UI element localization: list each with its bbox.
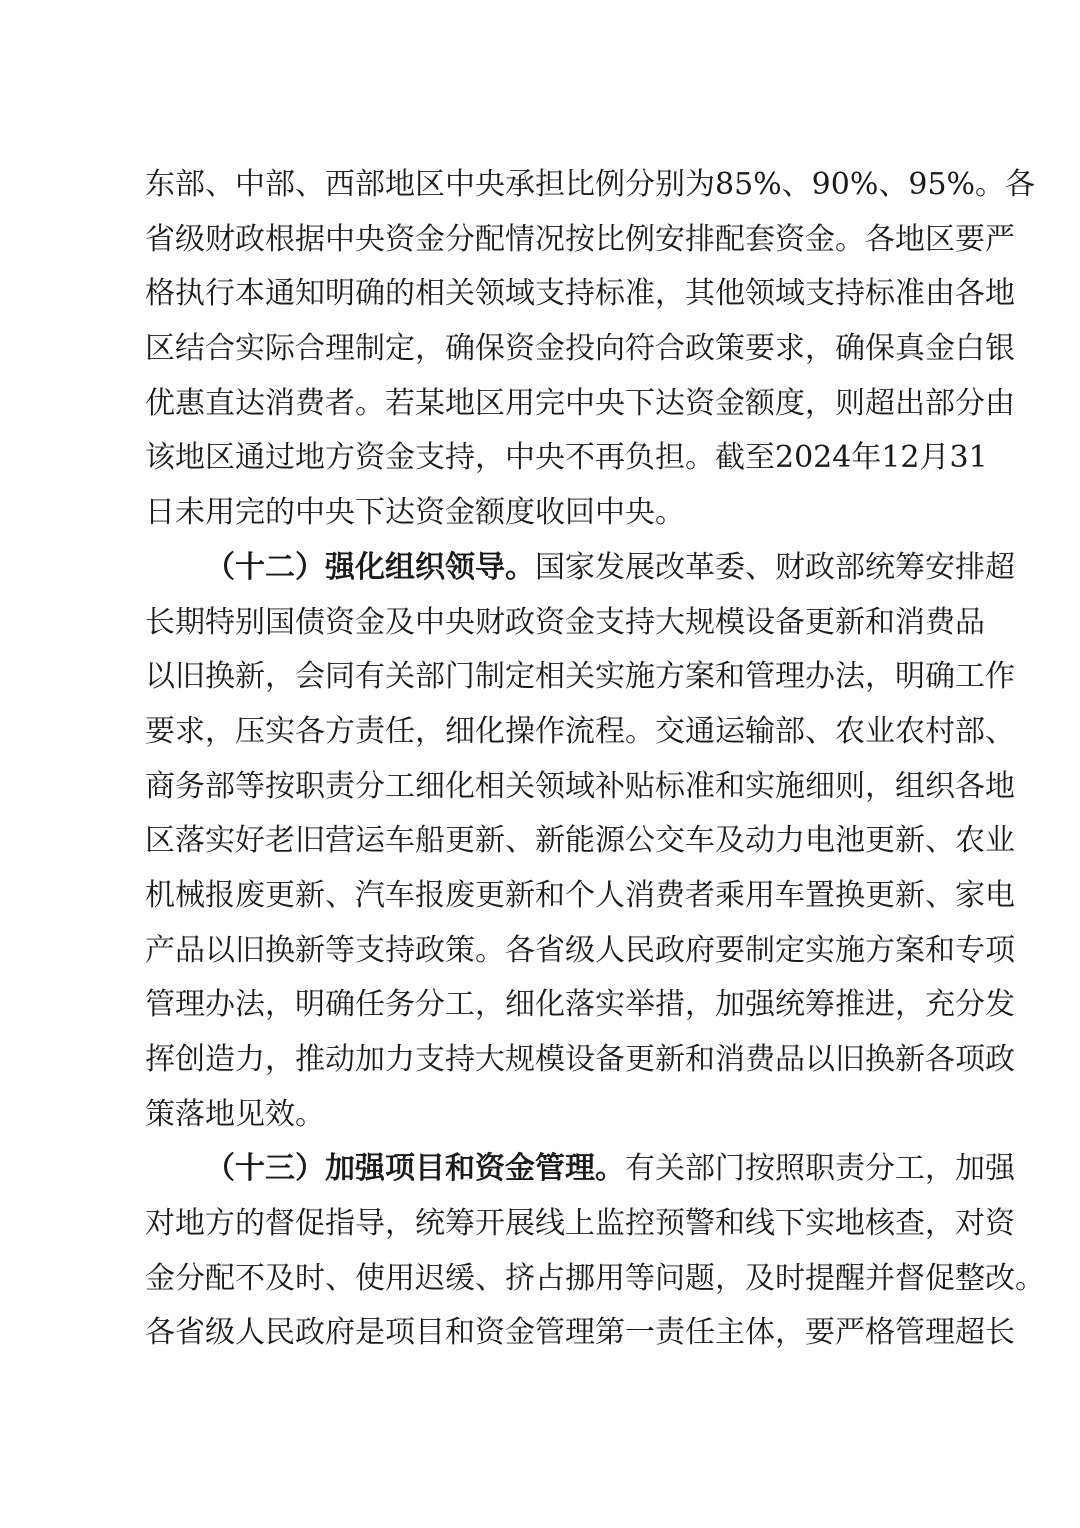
text-line: 管理办法，明确任务分工，细化落实举措，加强统筹推进，充分发 (145, 987, 1015, 1023)
paragraph-organization-leadership (145, 541, 1015, 1143)
text-line: 商务部等按职责分工细化相关领域补贴标准和实施细则，组织各地 (145, 768, 1015, 804)
text-line: 日未用完的中央下达资金额度收回中央。 (145, 495, 685, 531)
text-line: 机械报废更新、汽车报废更新和个人消费者乘用车置换更新、家电 (145, 877, 1015, 913)
text-line: 金分配不及时、使用迟缓、挤占挪用等问题，及时提醒并督促整改。 (145, 1260, 1045, 1296)
text-line (145, 541, 1015, 596)
document-body (145, 158, 1045, 1361)
text-span: 国家发展改革委、财政部统筹安排超 (535, 549, 1015, 585)
text-line: 该地区通过地方资金支持，中央不再负担。截至2024年12月31 (145, 440, 988, 476)
text-line: 各省级人民政府是项目和资金管理第一责任主体，要严格管理超长 (145, 1315, 1015, 1351)
text-line: 产品以旧换新等支持政策。各省级人民政府要制定实施方案和专项 (145, 932, 1015, 968)
text-line: 策落地见效。 (145, 1096, 325, 1132)
paragraph-funding-ratio (145, 158, 1036, 541)
section-heading: （十三）加强项目和资金管理。 (205, 1151, 625, 1187)
text-line: 区落实好老旧营运车船更新、新能源公交车及动力电池更新、农业 (145, 823, 1015, 859)
text-line: 挥创造力，推动加力支持大规模设备更新和消费品以旧换新各项政 (145, 1042, 1015, 1077)
text-line: 对地方的督促指导，统筹开展线上监控预警和线下实地核查，对资 (145, 1206, 1015, 1242)
text-span: 有关部门按照职责分工，加强 (625, 1151, 1015, 1187)
text-line: 优惠直达消费者。若某地区用完中央下达资金额度，则超出部分由 (145, 385, 1015, 421)
text-line: 长期特别国债资金及中央财政资金支持大规模设备更新和消费品 (145, 604, 985, 640)
text-line (145, 1142, 1015, 1197)
text-line: 省级财政根据中央资金分配情况按比例安排配套资金。各地区要严 (145, 221, 1015, 257)
text-line: 格执行本通知明确的相关领域支持标准，其他领域支持标准由各地 (145, 276, 1015, 312)
text-line: 东部、中部、西部地区中央承担比例分别为85%、90%、95%。各 (145, 167, 1036, 202)
text-line: 以旧换新，会同有关部门制定相关实施方案和管理办法，明确工作 (145, 659, 1015, 695)
text-line: 区结合实际合理制定，确保资金投向符合政策要求，确保真金白银 (145, 331, 1015, 367)
text-line: 要求，压实各方责任，细化操作流程。交通运输部、农业农村部、 (145, 713, 1015, 749)
section-heading: （十二）强化组织领导。 (205, 549, 535, 585)
paragraph-project-fund-management (145, 1142, 1045, 1361)
